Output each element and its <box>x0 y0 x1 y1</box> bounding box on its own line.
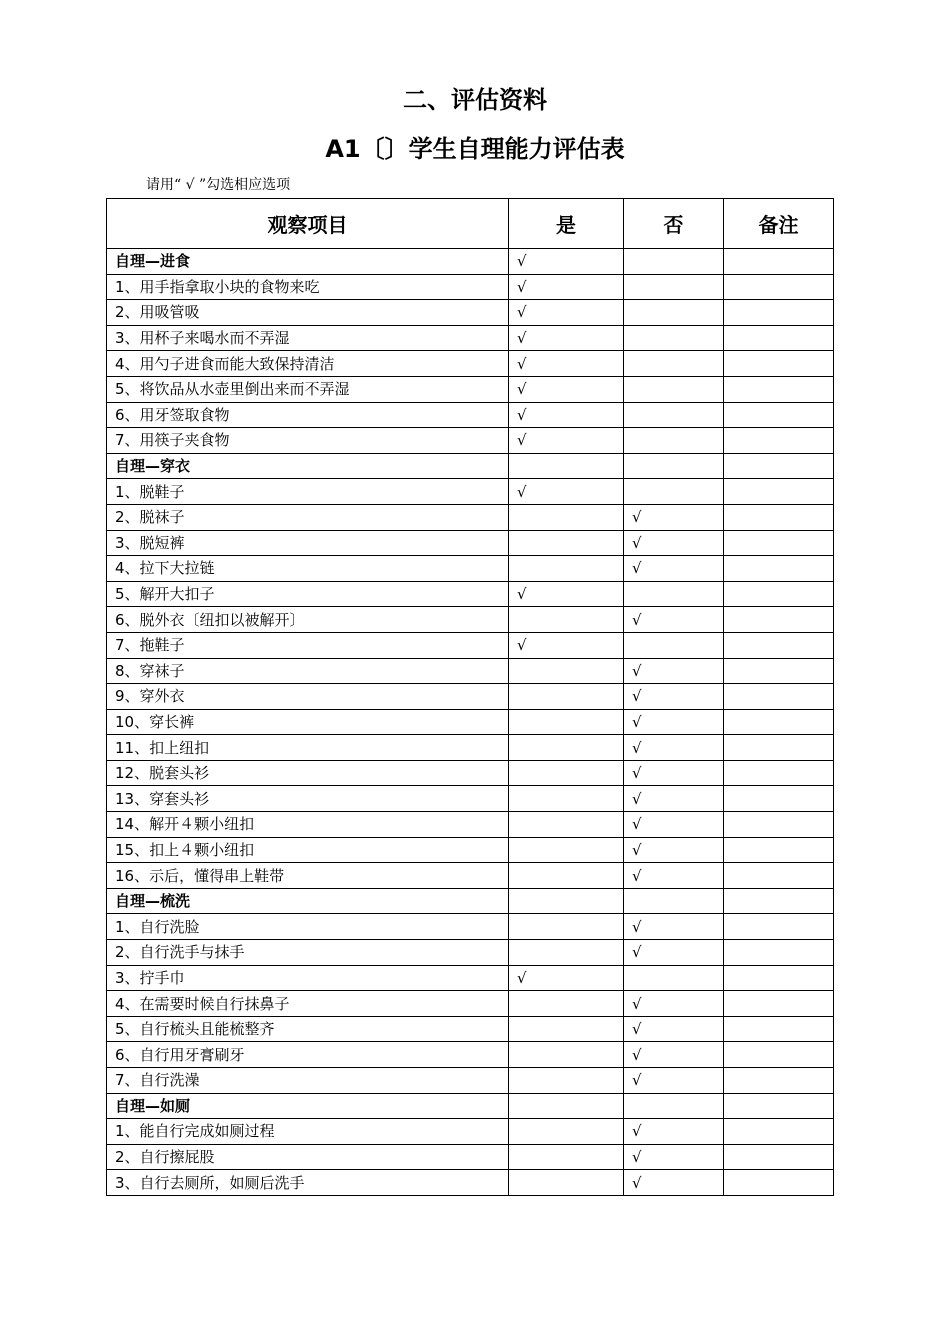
table-row <box>107 325 834 351</box>
row-item-label: 自理—梳洗 <box>107 888 509 914</box>
row-yes-mark: √ <box>509 581 624 607</box>
row-item-label: 1、用手指拿取小块的食物来吃 <box>107 274 509 300</box>
row-yes-mark <box>509 1170 624 1196</box>
row-note <box>724 940 834 966</box>
row-yes-mark <box>509 607 624 633</box>
column-header-yes: 是 <box>509 199 624 249</box>
table-row <box>107 581 834 607</box>
row-yes-mark <box>509 786 624 812</box>
row-yes-mark <box>509 504 624 530</box>
row-note <box>724 402 834 428</box>
row-no-mark: √ <box>624 760 724 786</box>
row-no-mark <box>624 249 724 275</box>
row-yes-mark <box>509 837 624 863</box>
row-note <box>724 504 834 530</box>
row-item-label: 7、自行洗澡 <box>107 1068 509 1094</box>
row-note <box>724 581 834 607</box>
row-item-label: 5、自行梳头且能梳整齐 <box>107 1016 509 1042</box>
row-no-mark <box>624 632 724 658</box>
table-row <box>107 1068 834 1094</box>
row-item-label: 5、解开大扣子 <box>107 581 509 607</box>
row-note <box>724 1016 834 1042</box>
row-no-mark: √ <box>624 940 724 966</box>
row-yes-mark: √ <box>509 300 624 326</box>
column-header-item: 观察项目 <box>107 199 509 249</box>
row-yes-mark <box>509 1016 624 1042</box>
row-note <box>724 888 834 914</box>
row-yes-mark: √ <box>509 402 624 428</box>
table-row <box>107 735 834 761</box>
row-yes-mark <box>509 453 624 479</box>
row-item-label: 9、穿外衣 <box>107 684 509 710</box>
row-note <box>724 479 834 505</box>
row-yes-mark: √ <box>509 479 624 505</box>
row-yes-mark: √ <box>509 351 624 377</box>
row-no-mark <box>624 376 724 402</box>
row-yes-mark <box>509 863 624 889</box>
row-note <box>724 991 834 1017</box>
row-note <box>724 453 834 479</box>
table-row <box>107 479 834 505</box>
row-no-mark <box>624 888 724 914</box>
table-row <box>107 1144 834 1170</box>
row-no-mark: √ <box>624 709 724 735</box>
row-note <box>724 914 834 940</box>
row-yes-mark: √ <box>509 632 624 658</box>
row-note <box>724 1144 834 1170</box>
row-note <box>724 760 834 786</box>
row-no-mark <box>624 479 724 505</box>
row-item-label: 14、解开４颗小纽扣 <box>107 812 509 838</box>
row-item-label: 自理—穿衣 <box>107 453 509 479</box>
row-yes-mark <box>509 1068 624 1094</box>
table-row <box>107 1042 834 1068</box>
row-no-mark: √ <box>624 607 724 633</box>
row-note <box>724 812 834 838</box>
row-yes-mark <box>509 1119 624 1145</box>
row-item-label: 6、脱外衣〔纽扣以被解开〕 <box>107 607 509 633</box>
row-note <box>724 1068 834 1094</box>
table-row <box>107 428 834 454</box>
row-item-label: 4、拉下大拉链 <box>107 556 509 582</box>
row-yes-mark <box>509 888 624 914</box>
table-row <box>107 965 834 991</box>
column-header-no: 否 <box>624 199 724 249</box>
row-item-label: 4、在需要时候自行抹鼻子 <box>107 991 509 1017</box>
section-heading: 二、评估资料 <box>403 86 547 114</box>
table-row <box>107 1119 834 1145</box>
row-yes-mark <box>509 1144 624 1170</box>
table-row <box>107 556 834 582</box>
row-note <box>724 1119 834 1145</box>
row-no-mark: √ <box>624 530 724 556</box>
row-no-mark: √ <box>624 504 724 530</box>
row-yes-mark <box>509 684 624 710</box>
row-no-mark: √ <box>624 1042 724 1068</box>
table-row <box>107 812 834 838</box>
row-yes-mark <box>509 940 624 966</box>
row-note <box>724 249 834 275</box>
row-no-mark: √ <box>624 991 724 1017</box>
row-no-mark: √ <box>624 684 724 710</box>
row-no-mark <box>624 581 724 607</box>
row-no-mark: √ <box>624 1068 724 1094</box>
row-no-mark <box>624 351 724 377</box>
row-yes-mark <box>509 709 624 735</box>
row-no-mark <box>624 428 724 454</box>
row-note <box>724 684 834 710</box>
row-no-mark: √ <box>624 1170 724 1196</box>
row-item-label: 2、自行洗手与抹手 <box>107 940 509 966</box>
row-no-mark: √ <box>624 658 724 684</box>
row-item-label: 16、示后，懂得串上鞋带 <box>107 863 509 889</box>
row-item-label: 5、将饮品从水壶里倒出来而不弄湿 <box>107 376 509 402</box>
row-item-label: 3、自行去厕所，如厕后洗手 <box>107 1170 509 1196</box>
row-no-mark <box>624 325 724 351</box>
table-row <box>107 504 834 530</box>
row-note <box>724 658 834 684</box>
table-header-row <box>107 199 834 249</box>
row-note <box>724 607 834 633</box>
table-row <box>107 914 834 940</box>
row-no-mark: √ <box>624 914 724 940</box>
row-item-label: 13、穿套头衫 <box>107 786 509 812</box>
assessment-table <box>106 198 834 1196</box>
row-item-label: 自理—进食 <box>107 249 509 275</box>
row-yes-mark: √ <box>509 274 624 300</box>
row-yes-mark <box>509 1042 624 1068</box>
row-no-mark: √ <box>624 1144 724 1170</box>
row-item-label: 4、用勺子进食而能大致保持清洁 <box>107 351 509 377</box>
row-item-label: 6、用牙签取食物 <box>107 402 509 428</box>
row-yes-mark <box>509 1093 624 1119</box>
section-row <box>107 888 834 914</box>
section-row <box>107 249 834 275</box>
table-row <box>107 760 834 786</box>
row-note <box>724 428 834 454</box>
row-yes-mark <box>509 658 624 684</box>
row-yes-mark: √ <box>509 325 624 351</box>
row-no-mark: √ <box>624 1119 724 1145</box>
table-row <box>107 351 834 377</box>
row-item-label: 6、自行用牙膏刷牙 <box>107 1042 509 1068</box>
row-item-label: 自理—如厕 <box>107 1093 509 1119</box>
row-note <box>724 632 834 658</box>
row-yes-mark <box>509 530 624 556</box>
row-no-mark <box>624 453 724 479</box>
table-row <box>107 274 834 300</box>
row-no-mark: √ <box>624 735 724 761</box>
row-note <box>724 351 834 377</box>
form-title: A1〔〕学生自理能力评估表 <box>325 135 625 163</box>
row-note <box>724 837 834 863</box>
row-note <box>724 735 834 761</box>
table-row <box>107 300 834 326</box>
row-item-label: 15、扣上４颗小纽扣 <box>107 837 509 863</box>
row-yes-mark: √ <box>509 249 624 275</box>
row-yes-mark <box>509 812 624 838</box>
row-note <box>724 556 834 582</box>
row-item-label: 2、自行擦屁股 <box>107 1144 509 1170</box>
row-no-mark: √ <box>624 556 724 582</box>
row-note <box>724 786 834 812</box>
row-item-label: 1、自行洗脸 <box>107 914 509 940</box>
row-yes-mark <box>509 991 624 1017</box>
row-note <box>724 965 834 991</box>
row-item-label: 1、脱鞋子 <box>107 479 509 505</box>
row-item-label: 7、拖鞋子 <box>107 632 509 658</box>
table-row <box>107 1170 834 1196</box>
table-row <box>107 684 834 710</box>
row-no-mark: √ <box>624 863 724 889</box>
row-yes-mark: √ <box>509 965 624 991</box>
section-row <box>107 453 834 479</box>
row-yes-mark: √ <box>509 376 624 402</box>
row-item-label: 1、能自行完成如厕过程 <box>107 1119 509 1145</box>
row-item-label: 3、拧手巾 <box>107 965 509 991</box>
row-note <box>724 376 834 402</box>
row-item-label: 2、脱袜子 <box>107 504 509 530</box>
row-item-label: 2、用吸管吸 <box>107 300 509 326</box>
row-yes-mark: √ <box>509 428 624 454</box>
table-row <box>107 940 834 966</box>
row-note <box>724 325 834 351</box>
row-no-mark <box>624 402 724 428</box>
table-row <box>107 991 834 1017</box>
row-item-label: 12、脱套头衫 <box>107 760 509 786</box>
table-row <box>107 658 834 684</box>
section-row <box>107 1093 834 1119</box>
row-no-mark: √ <box>624 812 724 838</box>
table-row <box>107 402 834 428</box>
row-no-mark <box>624 965 724 991</box>
row-item-label: 3、用杯子来喝水而不弄湿 <box>107 325 509 351</box>
row-yes-mark <box>509 556 624 582</box>
instruction-text: 请用“ √ ”勾选相应选项 <box>146 177 291 193</box>
table-row <box>107 709 834 735</box>
row-no-mark: √ <box>624 1016 724 1042</box>
table-row <box>107 786 834 812</box>
row-no-mark <box>624 300 724 326</box>
row-item-label: 7、用筷子夹食物 <box>107 428 509 454</box>
row-no-mark <box>624 274 724 300</box>
row-note <box>724 1042 834 1068</box>
table-row <box>107 837 834 863</box>
row-yes-mark <box>509 760 624 786</box>
table-row <box>107 1016 834 1042</box>
row-yes-mark <box>509 914 624 940</box>
table-row <box>107 607 834 633</box>
row-no-mark: √ <box>624 786 724 812</box>
row-note <box>724 300 834 326</box>
row-note <box>724 709 834 735</box>
row-item-label: 3、脱短裤 <box>107 530 509 556</box>
row-note <box>724 274 834 300</box>
row-item-label: 10、穿长裤 <box>107 709 509 735</box>
table-row <box>107 632 834 658</box>
row-no-mark <box>624 1093 724 1119</box>
column-header-note: 备注 <box>724 199 834 249</box>
row-no-mark: √ <box>624 837 724 863</box>
table-row <box>107 863 834 889</box>
row-note <box>724 1093 834 1119</box>
row-note <box>724 530 834 556</box>
row-item-label: 8、穿袜子 <box>107 658 509 684</box>
row-item-label: 11、扣上纽扣 <box>107 735 509 761</box>
table-row <box>107 530 834 556</box>
table-row <box>107 376 834 402</box>
row-yes-mark <box>509 735 624 761</box>
row-note <box>724 1170 834 1196</box>
row-note <box>724 863 834 889</box>
